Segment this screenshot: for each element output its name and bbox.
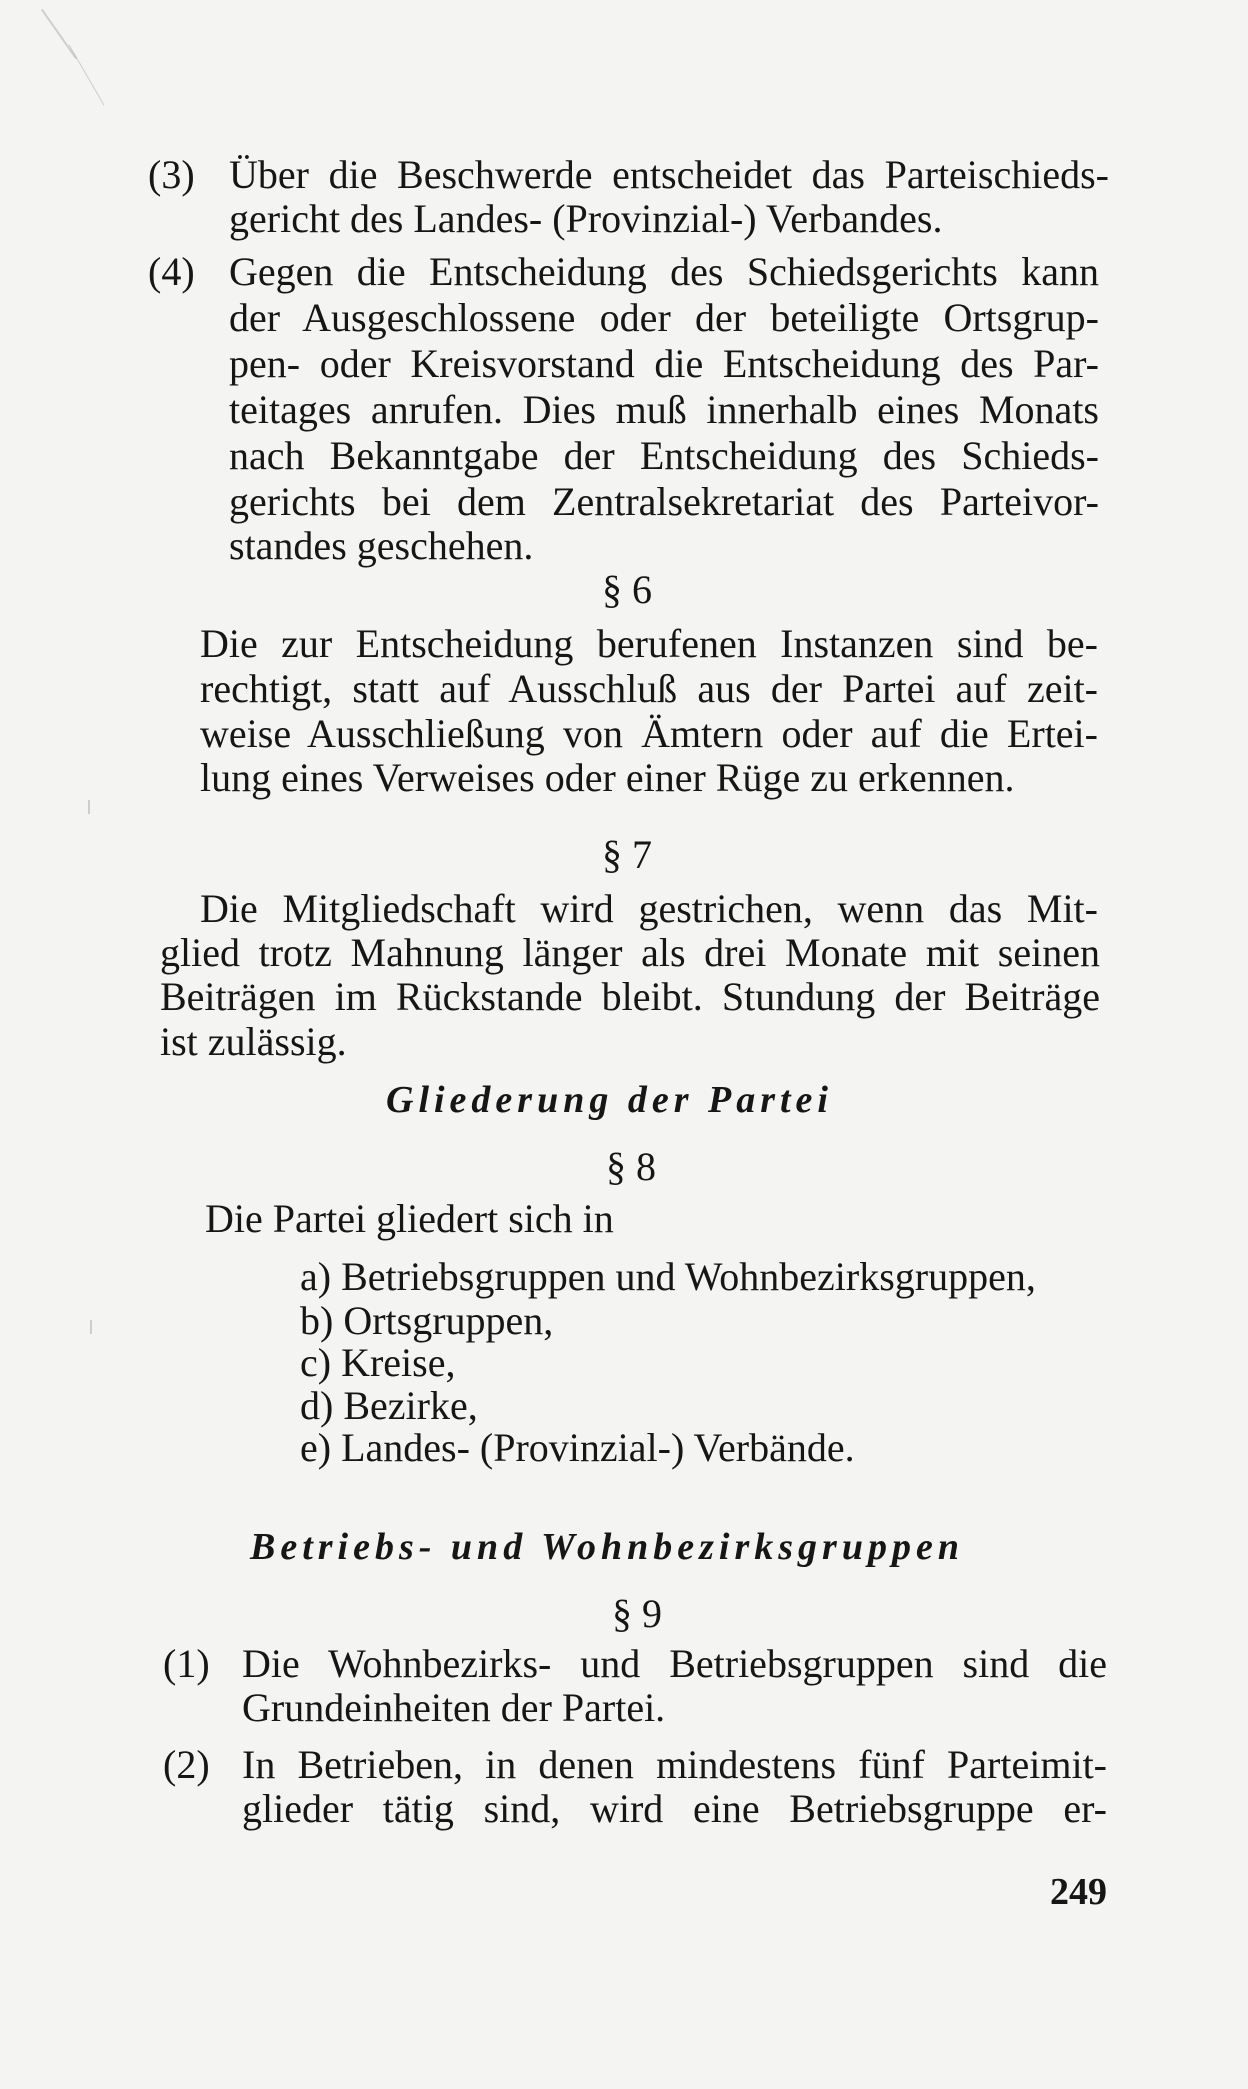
text-line: teitages anrufen. Dies muß innerhalb eines Monats [229, 387, 1099, 432]
text-line: Die Wohnbezirks- und Betriebsgruppen sind die [242, 1641, 1107, 1686]
list-item: e) Landes- (Provinzial-) Verbände. [300, 1425, 855, 1470]
list-item: a) Betriebsgruppen und Wohnbezirksgruppen, [300, 1254, 1036, 1299]
text-line: weise Ausschließung von Ämtern oder auf die Ertei- [200, 711, 1098, 756]
section-heading: Betriebs- und Wohnbezirksgruppen [250, 1526, 964, 1568]
text-line: gericht des Landes- (Provinzial-) Verbandes. [229, 196, 943, 241]
text-line: Gegen die Entscheidung des Schiedsgerichts kann [229, 249, 1099, 294]
text-line: Die Partei gliedert sich in [205, 1196, 614, 1241]
text-line: In Betrieben, in denen mindestens fünf Parteimit- [242, 1742, 1107, 1787]
paragraph-number: (1) [163, 1641, 210, 1686]
scan-mark [69, 44, 105, 105]
text-line: Die Mitgliedschaft wird gestrichen, wenn das Mit- [200, 886, 1098, 931]
text-line: rechtigt, statt auf Ausschluß aus der Partei auf zeit- [200, 666, 1098, 711]
text-line: nach Bekanntgabe der Entscheidung des Schieds- [229, 433, 1099, 478]
page-number: 249 [1050, 1871, 1107, 1913]
section-heading: Gliederung der Partei [386, 1079, 833, 1121]
list-item: b) Ortsgruppen, [300, 1298, 554, 1343]
text-line: gerichts bei dem Zentralsekretariat des Parteivor- [229, 479, 1099, 524]
list-item: c) Kreise, [300, 1340, 456, 1385]
text-line: Über die Beschwerde entscheidet das Parteischieds- [229, 152, 1109, 197]
text-line: lung eines Verweises oder einer Rüge zu erkennen. [200, 755, 1015, 800]
section-number: § 9 [612, 1591, 662, 1636]
scan-mark [88, 800, 90, 814]
text-line: der Ausgeschlossene oder der beteiligte Ortsgrup- [229, 295, 1099, 340]
paragraph-number: (3) [148, 152, 195, 197]
text-line: pen- oder Kreisvorstand die Entscheidung des Par- [229, 341, 1099, 386]
text-line: Grundeinheiten der Partei. [242, 1685, 666, 1730]
section-number: § 7 [602, 832, 652, 877]
scan-mark [90, 1320, 92, 1334]
text-line: Die zur Entscheidung berufenen Instanzen sind be- [200, 621, 1098, 666]
section-number: § 6 [602, 567, 652, 612]
text-line: standes geschehen. [229, 523, 534, 568]
text-line: glieder tätig sind, wird eine Betriebsgruppe er- [242, 1786, 1107, 1831]
text-line: ist zulässig. [160, 1019, 347, 1064]
text-line: Beiträgen im Rückstande bleibt. Stundung der Beiträge [160, 974, 1100, 1019]
list-item: d) Bezirke, [300, 1383, 478, 1428]
section-number: § 8 [606, 1144, 656, 1189]
paragraph-number: (2) [163, 1742, 210, 1787]
paragraph-number: (4) [148, 249, 195, 294]
text-line: glied trotz Mahnung länger als drei Monate mit seinen [160, 930, 1100, 975]
